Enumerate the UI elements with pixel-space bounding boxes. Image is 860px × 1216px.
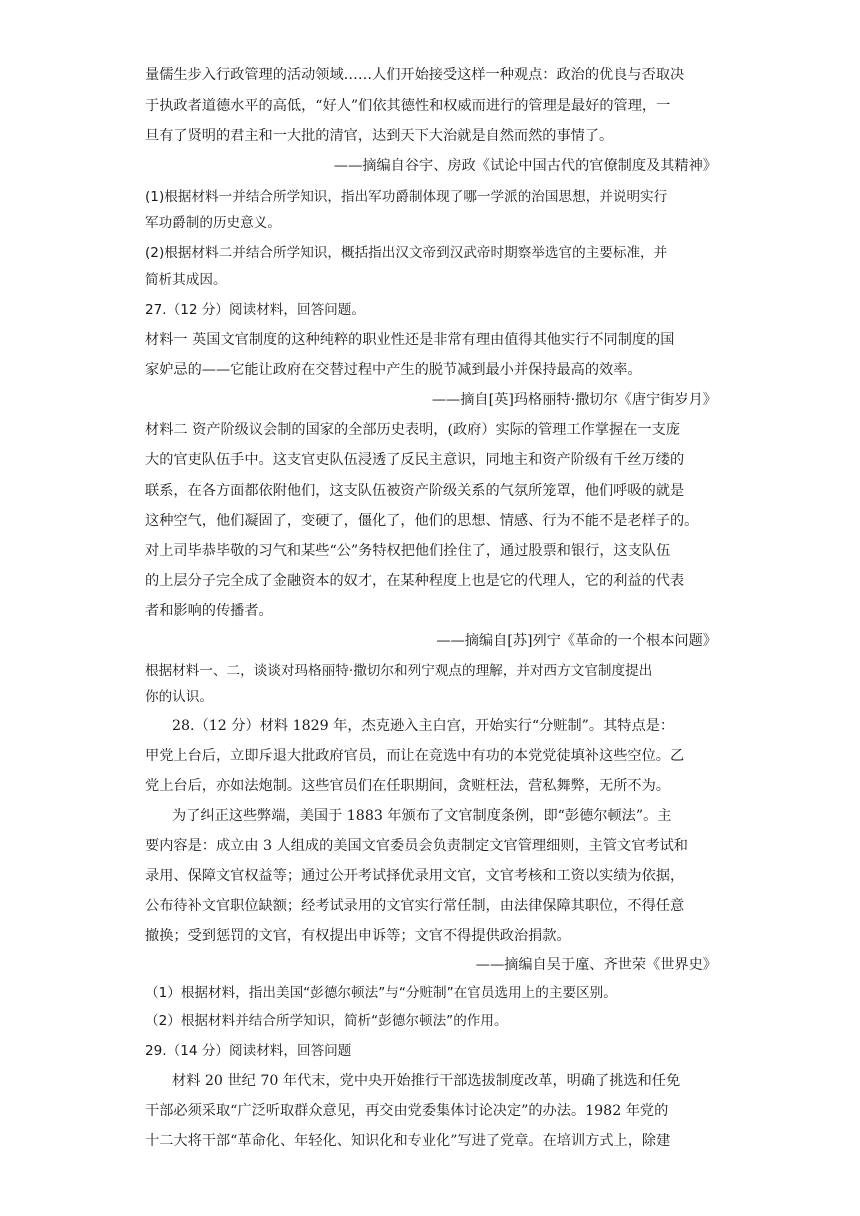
question-heading: 27.（12 分）阅读材料，回答问题。 [145, 302, 365, 318]
source-citation: ——摘编自[苏]列宁《革命的一个根本问题》 [436, 633, 717, 649]
text-line: 这种空气，他们凝固了，变硬了，僵化了，他们的思想、情感、行为不能不是老样子的。 [145, 513, 699, 529]
question-line: 简析其成因。 [145, 272, 227, 288]
question-line: 你的认识。 [145, 689, 213, 705]
text-line: 材料一 英国文官制度的这种纯粹的职业性还是非常有理由值得其他实行不同制度的国 [145, 332, 675, 348]
text-line: 的上层分子完全成了金融资本的奴才，在某种程度上也是它的代理人，它的利益的代表 [145, 573, 685, 589]
text-line: 家妒忌的——它能让政府在交替过程中产生的脱节减到最小并保持最高的效率。 [145, 362, 642, 378]
text-line: 撤换；受到惩罚的文官，有权提出申诉等；文官不得提供政治捐款。 [145, 928, 571, 944]
text-line: 于执政者道德水平的高低，“好人”们依其德性和权威而进行的管理是最好的管理，一 [145, 98, 671, 114]
text-line: 对上司毕恭毕敬的习气和某些“公”务特权把他们拴住了，通过股票和银行，这支队伍 [145, 543, 671, 559]
text-line: 材料二 资产阶级议会制的国家的全部历史表明，(政府）实际的管理工作掌握在一支庞 [145, 422, 680, 438]
question-line: (1)根据材料一并结合所学知识，指出军功爵制体现了哪一学派的治国思想，并说明实行 [145, 189, 668, 205]
text-line: 量儒生步入行政管理的活动领域……人们开始接受这样一种观点：政治的优良与否取决 [145, 67, 685, 83]
text-line: 者和影响的传播者。 [145, 603, 273, 619]
source-citation: ——摘编自吴于廑、齐世荣《世界史》 [475, 957, 717, 973]
text-line: 录用、保障文官权益等；通过公开考试择优录用文官，文官考核和工资以实绩为依据， [145, 868, 685, 884]
text-line: 为了纠正这些弊端，美国于 1883 年颁布了文官制度条例，即“彭德尔顿法”。主 [172, 808, 672, 824]
text-line: 公布待补文官职位缺额；经考试录用的文官实行常任制，由法律保障其职位，不得任意 [145, 898, 685, 914]
text-line: 党上台后，亦如法炮制。这些官员们在任职期间，贪赃枉法，营私舞弊，无所不为。 [145, 778, 670, 794]
question-line: （1）根据材料，指出美国“彭德尔顿法”与“分赃制”在官员选用上的主要区别。 [145, 985, 617, 1001]
question-line: （2）根据材料并结合所学知识，简析“彭德尔顿法”的作用。 [145, 1013, 508, 1029]
question-line: (2)根据材料二并结合所学知识，概括指出汉文帝到汉武帝时期察举选官的主要标准，并 [145, 245, 668, 261]
source-citation: ——摘编自谷宇、房政《试论中国古代的官僚制度及其精神》 [333, 158, 717, 174]
text-line: 大的官吏队伍手中。这支官吏队伍浸透了反民主意识，同地主和资产阶级有千丝万缕的 [145, 452, 685, 468]
text-line: 甲党上台后，立即斥退大批政府官员，而让在竞选中有功的本党党徒填补这些空位。乙 [145, 748, 685, 764]
question-line: 根据材料一、二，谈谈对玛格丽特·撒切尔和列宁观点的理解，并对西方文官制度提出 [145, 663, 653, 679]
text-line: 联系，在各方面都依附他们，这支队伍被资产阶级关系的气氛所笼罩，他们呼吸的就是 [145, 483, 685, 499]
text-line: 材料 20 世纪 70 年代末，党中央开始推行干部选拔制度改革，明确了挑选和任免 [172, 1073, 681, 1089]
text-line: 旦有了贤明的君主和一大批的清官，达到天下大治就是自然而然的事情了。 [145, 128, 614, 144]
question-heading: 29.（14 分）阅读材料，回答问题 [145, 1043, 352, 1059]
source-citation: ——摘自[英]玛格丽特·撒切尔《唐宁街岁月》 [431, 392, 717, 408]
text-line: 十二大将干部“革命化、年轻化、知识化和专业化”写进了党章。在培训方式上，除建 [145, 1133, 671, 1149]
text-line: 干部必须采取“广泛听取群众意见，再交由党委集体讨论决定”的办法。1982 年党的 [145, 1103, 669, 1119]
question-heading: 28.（12 分）材料 1829 年，杰克逊入主白宫，开始实行“分赃制”。其特点是： [172, 718, 675, 734]
question-line: 军功爵制的历史意义。 [145, 215, 281, 231]
text-line: 要内容是：成立由 3 人组成的美国文官委员会负责制定文官管理细则，主管文官考试和 [145, 838, 688, 854]
